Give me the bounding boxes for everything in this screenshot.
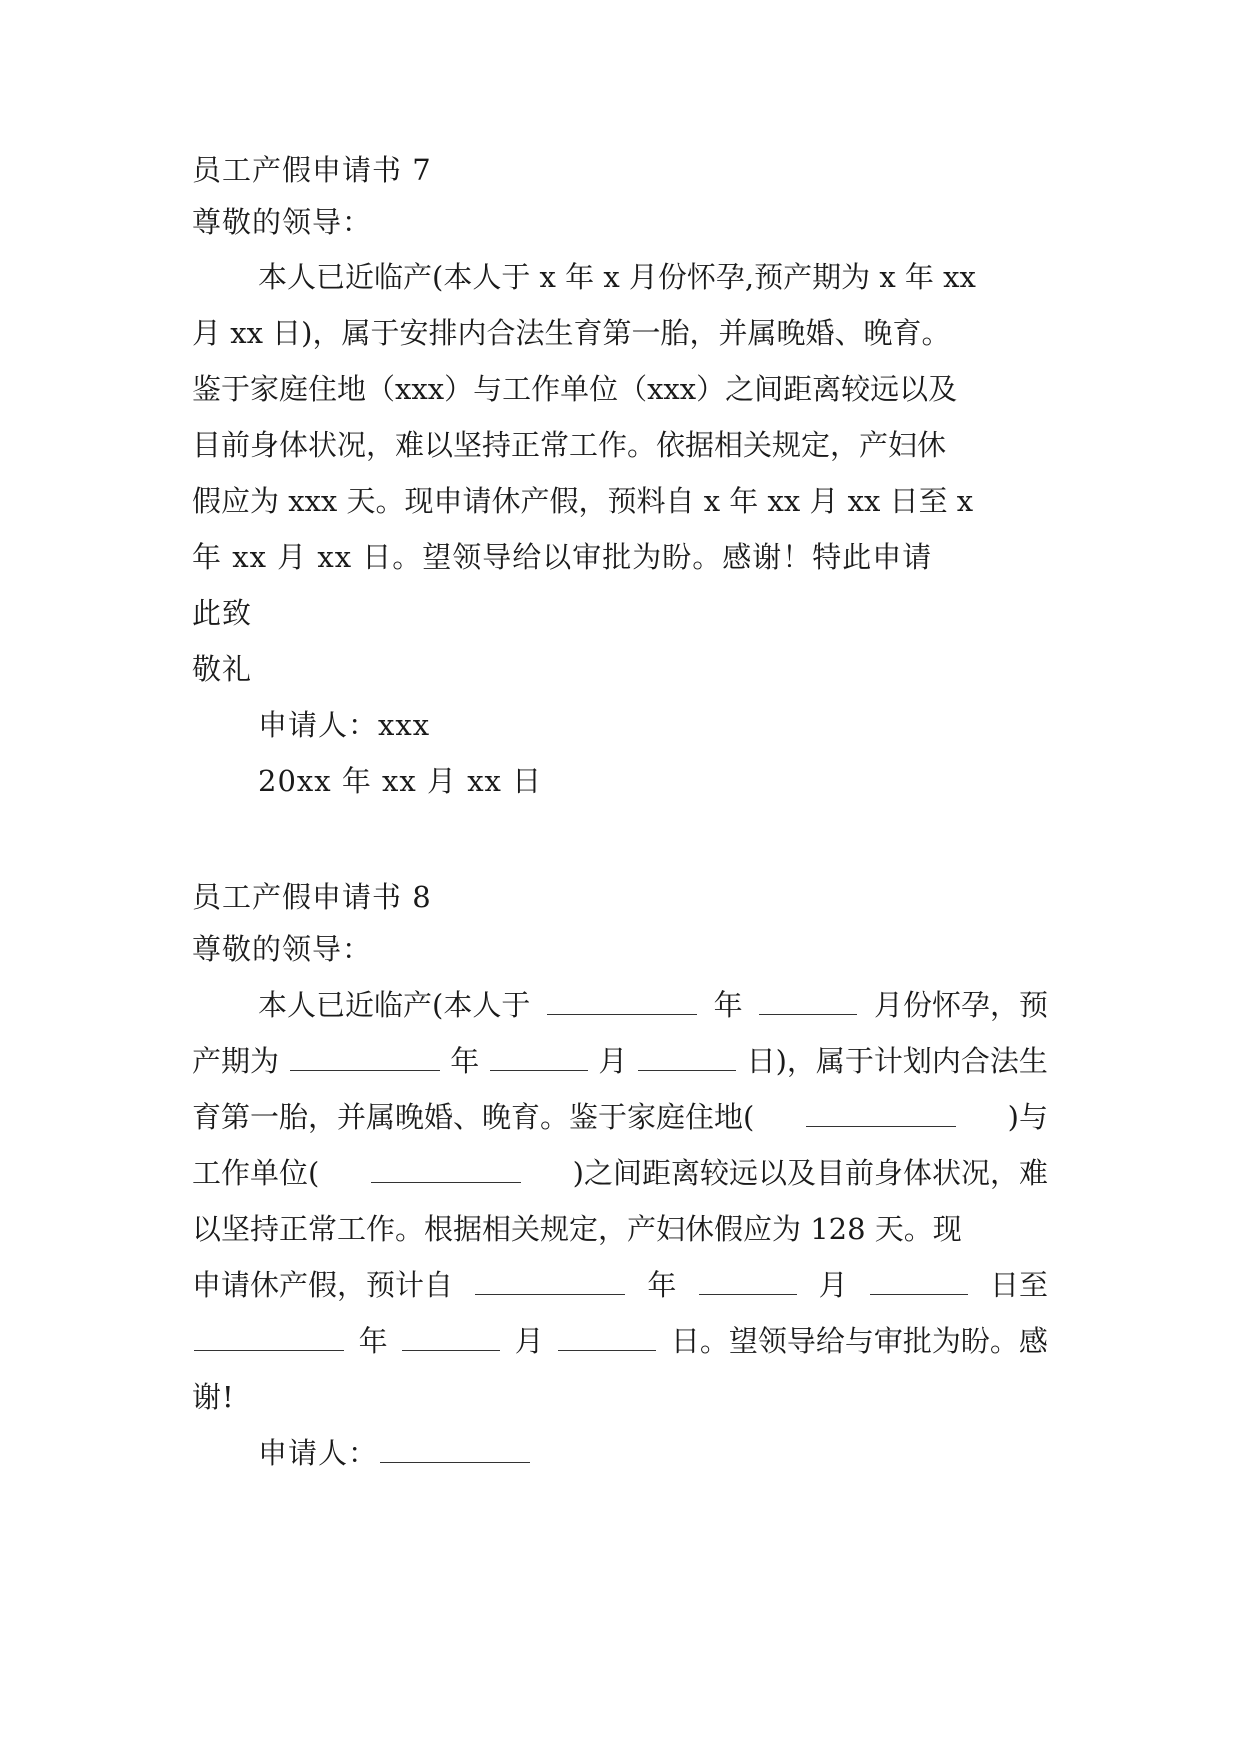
section-7-greeting: 尊敬的领导：: [192, 205, 373, 239]
section-7-paragraph-line: 本人已近临产(本人于 x 年 x 月份怀孕,预产期为 x 年 xx: [258, 260, 976, 294]
section-7-paragraph-line: 年 xx 月 xx 日。望领导给以审批为盼。感谢！特此申请: [192, 540, 933, 574]
applicant-label: 申请人：: [258, 1436, 379, 1470]
due-month-blank[interactable]: [490, 1042, 588, 1071]
section-7-paragraph-line: 目前身体状况，难以坚持正常工作。依据相关规定，产妇休: [192, 428, 947, 462]
section-8-paragraph-line: 育第一胎，并属晚婚、晚育。鉴于家庭住地( )与: [192, 1100, 1048, 1134]
start-month-blank[interactable]: [699, 1266, 797, 1295]
section-8-paragraph-line: 年 月 日。望领导给与审批为盼。感: [192, 1321, 1048, 1361]
month-blank[interactable]: [759, 986, 857, 1015]
start-year-blank[interactable]: [475, 1266, 625, 1295]
section-7-closing-jing-li: 敬礼: [192, 652, 253, 686]
end-year-blank[interactable]: [194, 1322, 344, 1351]
home-address-blank[interactable]: [806, 1098, 956, 1127]
section-7-paragraph-line: 月 xx 日)，属于安排内合法生育第一胎，并属晚婚、晚育。: [192, 316, 951, 350]
section-8-paragraph-line: 申请休产假，预计自 年 月 日至: [192, 1268, 1048, 1302]
year-blank[interactable]: [547, 986, 697, 1015]
section-7-paragraph-line: 鉴于家庭住地（xxx）与工作单位（xxx）之间距离较远以及: [192, 372, 958, 406]
due-day-blank[interactable]: [638, 1042, 736, 1071]
section-7-title: 员工产假申请书 7: [192, 153, 432, 187]
section-7-paragraph-line: 假应为 xxx 天。现申请休产假，预料自 x 年 xx 月 xx 日至 x: [192, 484, 974, 518]
start-day-blank[interactable]: [870, 1266, 968, 1295]
end-day-blank[interactable]: [558, 1322, 656, 1351]
work-unit-blank[interactable]: [371, 1154, 521, 1183]
section-8-paragraph-line: 产期为 年 月 日)，属于计划内合法生: [192, 1044, 1048, 1078]
section-8-paragraph-line: 以坚持正常工作。根据相关规定，产妇休假应为 128 天。现: [192, 1212, 962, 1246]
section-7-date: 20xx 年 xx 月 xx 日: [258, 764, 543, 798]
section-8-paragraph-line: 工作单位( )之间距离较远以及目前身体状况，难: [192, 1156, 1048, 1190]
section-8-paragraph-line: 本人已近临产(本人于 年 月份怀孕，预: [258, 988, 1048, 1022]
end-month-blank[interactable]: [402, 1322, 500, 1351]
due-year-blank[interactable]: [290, 1042, 440, 1071]
section-7-closing-ci-zhi: 此致: [192, 596, 253, 630]
section-8-applicant: [258, 1433, 532, 1473]
section-7-applicant: 申请人：xxx: [258, 708, 431, 742]
section-8-title: 员工产假申请书 8: [192, 880, 432, 914]
section-8-paragraph-line: 谢!: [192, 1380, 235, 1414]
applicant-signature-blank[interactable]: [380, 1434, 530, 1463]
section-8-greeting: 尊敬的领导：: [192, 932, 373, 966]
